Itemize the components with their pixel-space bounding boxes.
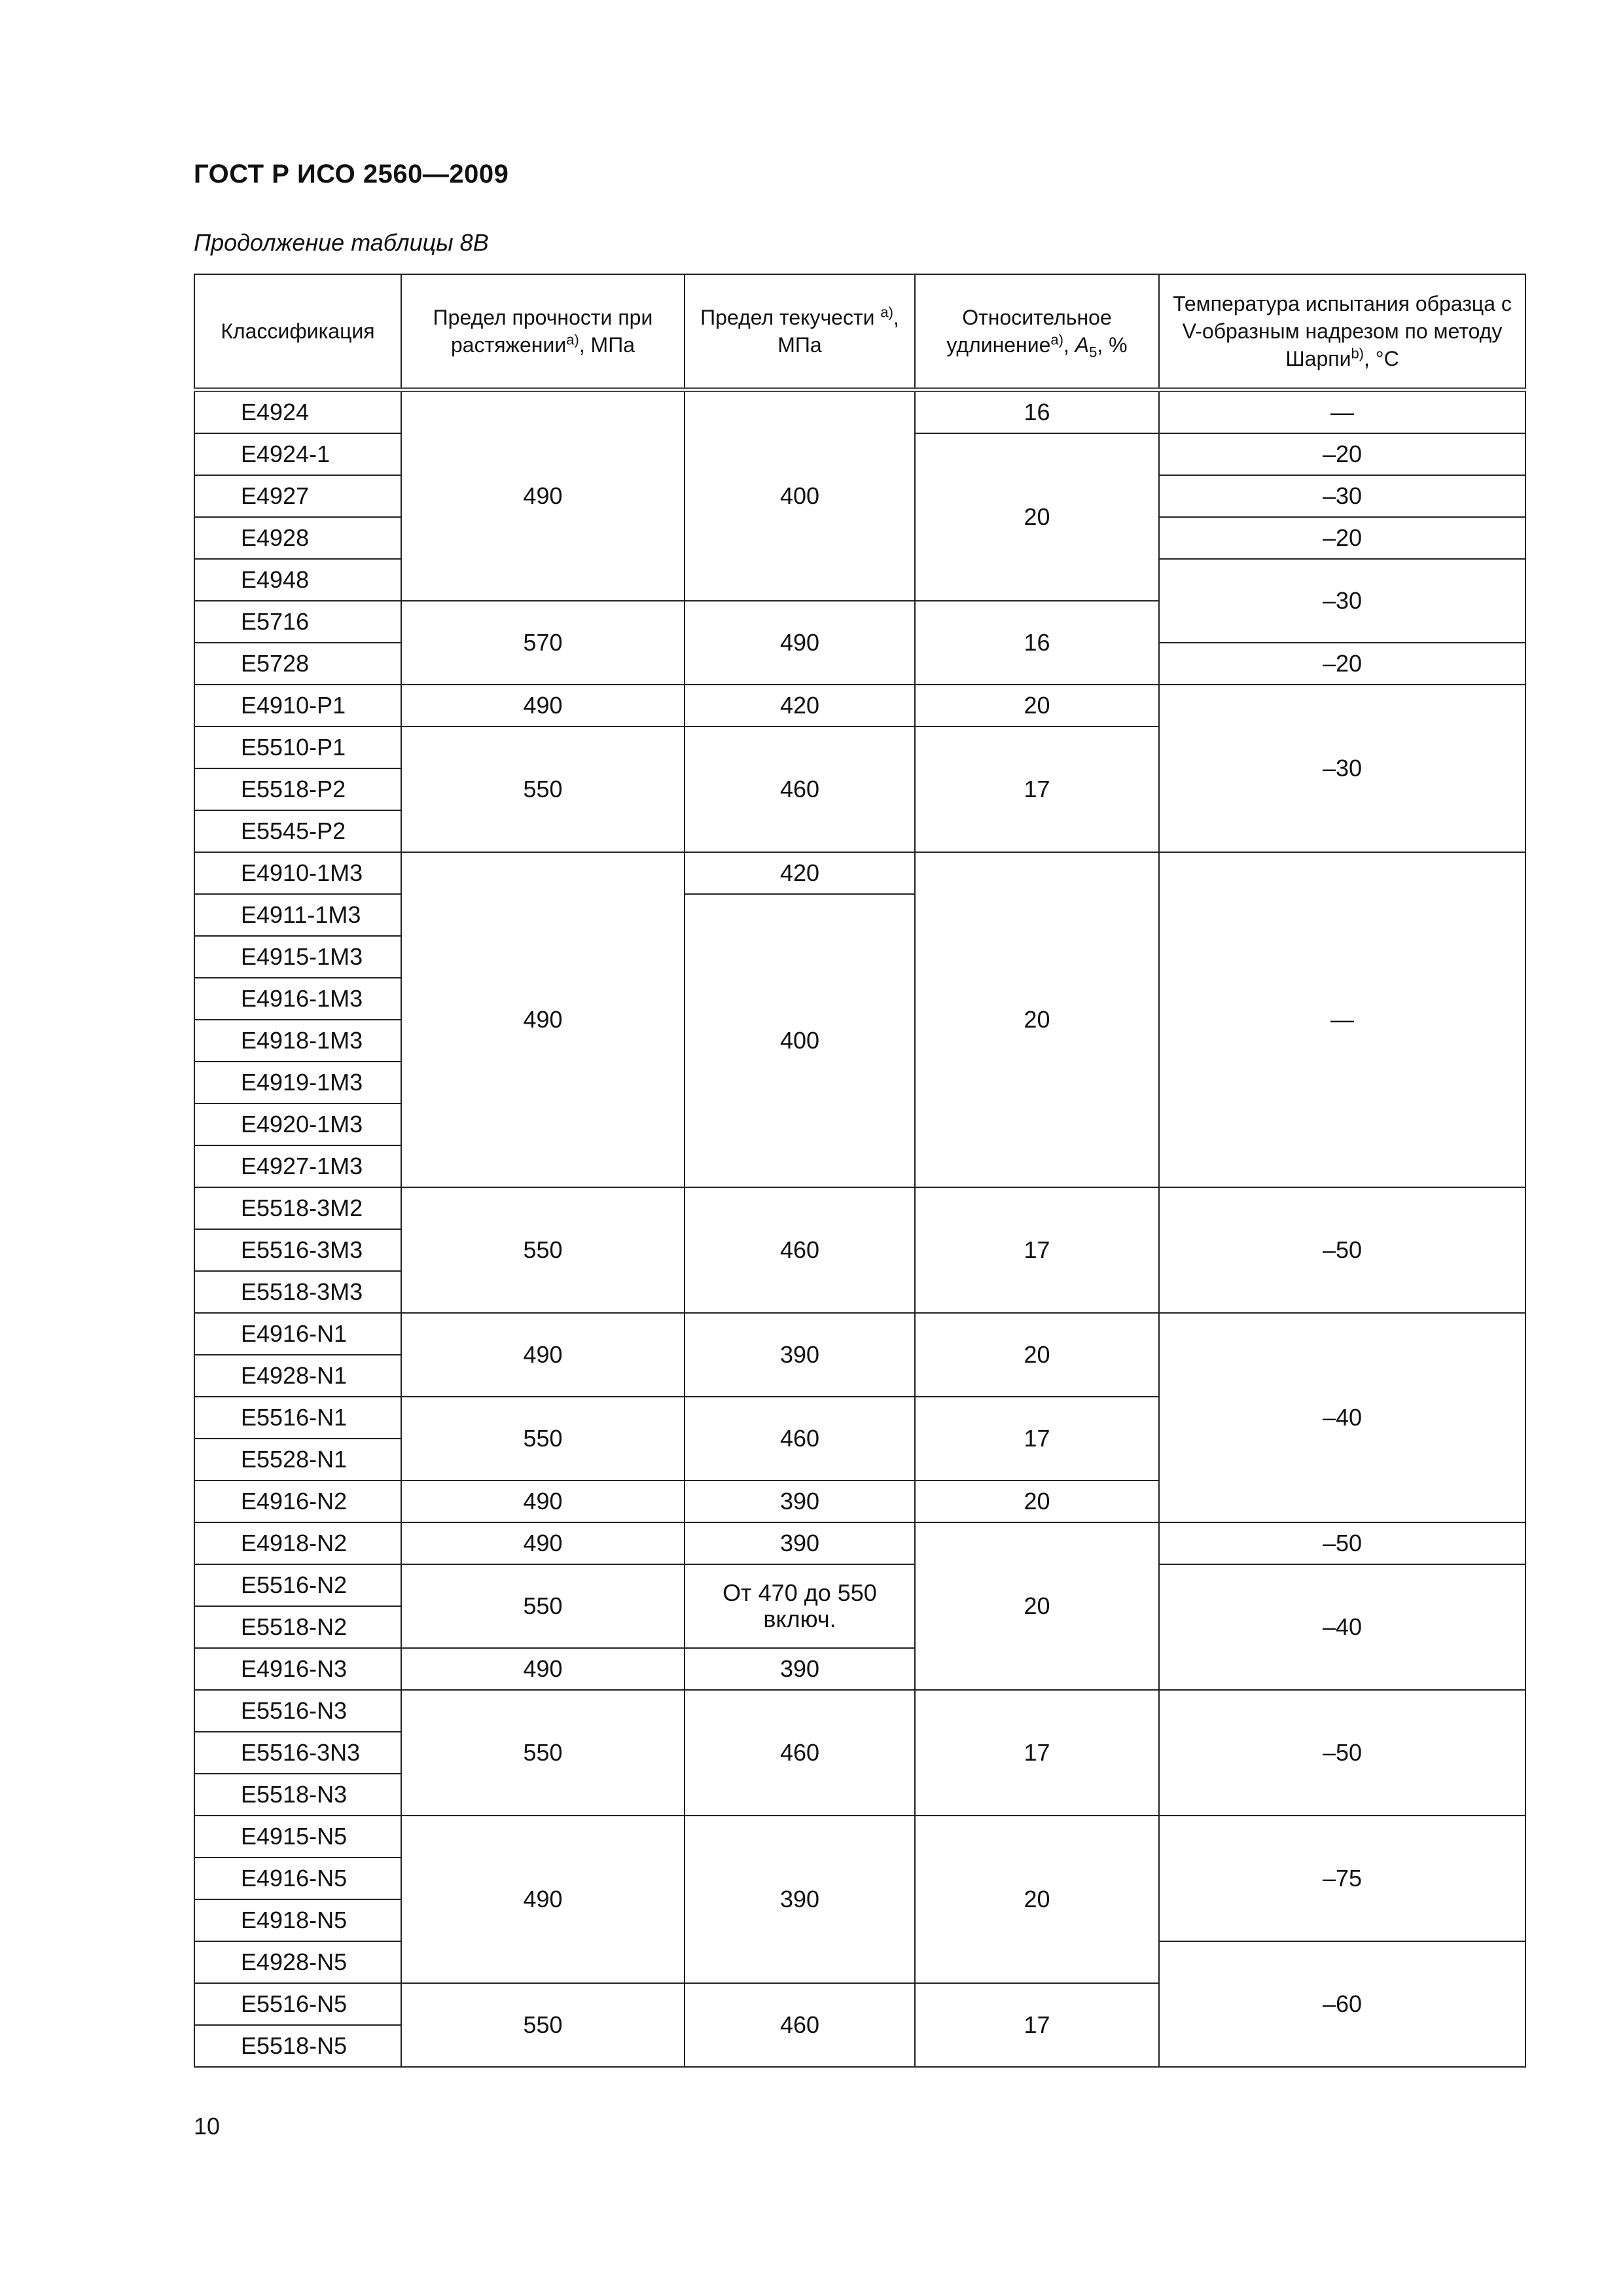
- table-row: [194, 1564, 1525, 1606]
- classification-cell: E4916-N2: [194, 1480, 401, 1522]
- document-title: ГОСТ Р ИСО 2560—2009: [194, 160, 509, 188]
- header-yield-footnote: a): [880, 304, 893, 321]
- tensile-cell: 570: [401, 601, 685, 685]
- header-tensile-footnote: a): [566, 331, 579, 348]
- header-tensile-unit: , МПа: [579, 333, 635, 357]
- yield-cell: 460: [685, 1690, 915, 1816]
- header-elongation-unit: , %: [1097, 333, 1128, 357]
- classification-cell: E5716: [194, 601, 401, 643]
- elongation-cell: 20: [915, 1816, 1159, 1983]
- classification-cell: E4928: [194, 517, 401, 559]
- classification-cell: E4928-N5: [194, 1941, 401, 1983]
- temperature-cell: –20: [1159, 433, 1525, 475]
- classification-cell: E4918-N5: [194, 1899, 401, 1941]
- tensile-cell: 550: [401, 1564, 685, 1648]
- temperature-cell: –75: [1159, 1816, 1525, 1941]
- header-temperature-footnote: b): [1351, 345, 1364, 362]
- classification-cell: E4916-N3: [194, 1648, 401, 1690]
- header-elongation-symbol: A: [1075, 333, 1090, 357]
- classification-cell: E4927: [194, 475, 401, 517]
- header-temperature-label: Температура испытания образца с V-образным надрезом по методу Шарпи: [1173, 292, 1512, 370]
- temperature-cell: –50: [1159, 1187, 1525, 1313]
- temperature-cell: –30: [1159, 475, 1525, 517]
- elongation-cell: 20: [915, 685, 1159, 726]
- tensile-cell: 490: [401, 1313, 685, 1397]
- classification-cell: E5510-P1: [194, 726, 401, 768]
- elongation-cell: 16: [915, 601, 1159, 685]
- header-classification-label: Классификация: [221, 319, 375, 343]
- classification-cell: E4915-1M3: [194, 936, 401, 978]
- header-elongation: Относительное удлинение$^{a)}$, $A_5$, %: [915, 274, 1159, 390]
- yield-cell: 390: [685, 1522, 915, 1564]
- tensile-cell: 490: [401, 1522, 685, 1564]
- yield-cell: 390: [685, 1648, 915, 1690]
- tensile-cell: 550: [401, 1397, 685, 1480]
- classification-table: [194, 274, 1526, 2068]
- classification-cell: E4924: [194, 390, 401, 434]
- elongation-cell: 20: [915, 1522, 1159, 1690]
- temperature-cell: –60: [1159, 1941, 1525, 2067]
- classification-cell: E5516-3M3: [194, 1229, 401, 1271]
- classification-cell: E5518-N5: [194, 2025, 401, 2067]
- classification-cell: E4916-1M3: [194, 978, 401, 1020]
- header-yield-label: Предел текучести: [700, 306, 881, 329]
- classification-cell: E4915-N5: [194, 1816, 401, 1857]
- temperature-cell: —: [1159, 852, 1525, 1187]
- tensile-cell: 490: [401, 1816, 685, 1983]
- yield-cell: 390: [685, 1313, 915, 1397]
- temperature-cell: –40: [1159, 1313, 1525, 1522]
- elongation-cell: 16: [915, 390, 1159, 434]
- header-temperature-unit: , °С: [1364, 347, 1399, 370]
- classification-cell: E4916-N1: [194, 1313, 401, 1355]
- elongation-cell: 20: [915, 1480, 1159, 1522]
- elongation-cell: 17: [915, 1983, 1159, 2067]
- page-number: 10: [194, 2113, 221, 2140]
- yield-cell: 400: [685, 390, 915, 601]
- header-yield-unit: , МПа: [777, 306, 899, 357]
- classification-cell: E4916-N5: [194, 1857, 401, 1899]
- temperature-cell: –30: [1159, 685, 1525, 852]
- yield-cell: 490: [685, 601, 915, 685]
- classification-cell: E5518-3M2: [194, 1187, 401, 1229]
- temperature-cell: –20: [1159, 643, 1525, 685]
- yield-cell: 460: [685, 1187, 915, 1313]
- header-yield-strength: [685, 274, 915, 390]
- classification-cell: E5728: [194, 643, 401, 685]
- yield-cell: 420: [685, 685, 915, 726]
- classification-cell: E5516-N3: [194, 1690, 401, 1732]
- classification-cell: E4920-1M3: [194, 1103, 401, 1145]
- classification-cell: E5516-N1: [194, 1397, 401, 1439]
- elongation-cell: 20: [915, 1313, 1159, 1397]
- header-tensile-strength: [401, 274, 685, 390]
- tensile-cell: 550: [401, 1690, 685, 1816]
- yield-cell: От 470 до 550 включ.: [685, 1564, 915, 1648]
- classification-cell: E5516-3N3: [194, 1732, 401, 1774]
- table-header-row: [194, 274, 1525, 390]
- classification-cell: E4924-1: [194, 433, 401, 475]
- yield-cell: 400: [685, 894, 915, 1187]
- classification-cell: E4910-P1: [194, 685, 401, 726]
- temperature-cell: –20: [1159, 517, 1525, 559]
- classification-cell: E5516-N5: [194, 1983, 401, 2025]
- classification-cell: E5518-P2: [194, 768, 401, 810]
- classification-cell: E4918-N2: [194, 1522, 401, 1564]
- temperature-cell: –40: [1159, 1564, 1525, 1690]
- yield-cell: 390: [685, 1816, 915, 1983]
- tensile-cell: 490: [401, 1648, 685, 1690]
- tensile-cell: 550: [401, 1983, 685, 2067]
- classification-cell: E4948: [194, 559, 401, 601]
- temperature-cell: –30: [1159, 559, 1525, 643]
- tensile-cell: 550: [401, 1187, 685, 1313]
- yield-cell: 420: [685, 852, 915, 894]
- header-classification: [194, 274, 401, 390]
- temperature-cell: –50: [1159, 1522, 1525, 1564]
- table-row: [194, 1816, 1525, 1857]
- classification-cell: E5518-3M3: [194, 1271, 401, 1313]
- classification-cell: E4911-1M3: [194, 894, 401, 936]
- tensile-cell: 490: [401, 390, 685, 601]
- classification-cell: E4910-1M3: [194, 852, 401, 894]
- yield-cell: 390: [685, 1480, 915, 1522]
- classification-cell: E4928-N1: [194, 1355, 401, 1397]
- classification-cell: E5516-N2: [194, 1564, 401, 1606]
- header-tensile-label: Предел прочности при растяжении: [433, 306, 653, 357]
- header-elongation-label: Относительное удлинение: [946, 306, 1112, 357]
- classification-cell: E5518-N2: [194, 1606, 401, 1648]
- table-row: [194, 852, 1525, 894]
- classification-cell: E5518-N3: [194, 1774, 401, 1816]
- classification-cell: E4919-1M3: [194, 1062, 401, 1103]
- classification-cell: E5545-P2: [194, 810, 401, 852]
- tensile-cell: 490: [401, 852, 685, 1187]
- yield-cell: 460: [685, 726, 915, 852]
- elongation-cell: 20: [915, 433, 1159, 601]
- table-row: [194, 1522, 1525, 1564]
- classification-cell: E5528-N1: [194, 1439, 401, 1480]
- temperature-cell: –50: [1159, 1690, 1525, 1816]
- tensile-cell: 550: [401, 726, 685, 852]
- header-elongation-subscript: 5: [1089, 344, 1097, 361]
- yield-cell: 460: [685, 1983, 915, 2067]
- tensile-cell: 490: [401, 1480, 685, 1522]
- classification-cell: E4918-1M3: [194, 1020, 401, 1062]
- table-row: [194, 1187, 1525, 1229]
- table-caption: Продолжение таблицы 8B: [194, 229, 489, 256]
- elongation-cell: 17: [915, 1187, 1159, 1313]
- tensile-cell: 490: [401, 685, 685, 726]
- elongation-cell: 17: [915, 1690, 1159, 1816]
- elongation-cell: 20: [915, 852, 1159, 1187]
- table-row: [194, 1313, 1525, 1355]
- classification-cell: E4927-1M3: [194, 1145, 401, 1187]
- table-row: [194, 1690, 1525, 1732]
- elongation-cell: 17: [915, 1397, 1159, 1480]
- header-test-temperature: [1159, 274, 1525, 390]
- elongation-cell: 17: [915, 726, 1159, 852]
- table-row: [194, 685, 1525, 726]
- table-row: [194, 390, 1525, 434]
- header-elongation-footnote: a): [1050, 331, 1063, 348]
- yield-cell: 460: [685, 1397, 915, 1480]
- temperature-cell: —: [1159, 390, 1525, 434]
